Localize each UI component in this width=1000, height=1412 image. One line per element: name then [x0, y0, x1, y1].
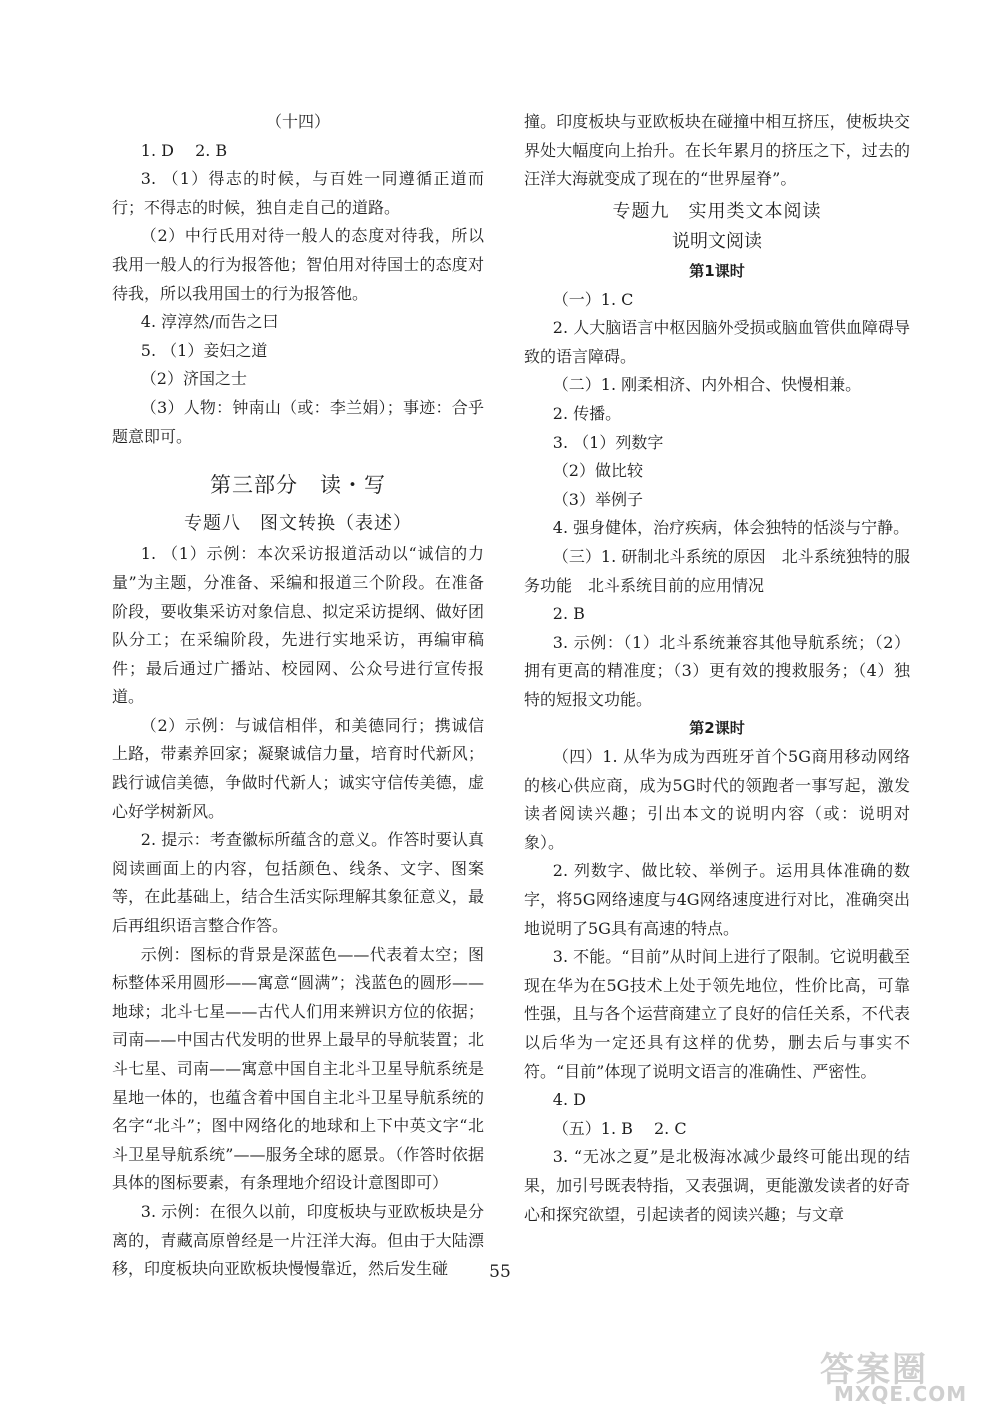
- lesson-heading: 第1课时: [689, 261, 745, 280]
- watermark-text: 答案圈: [820, 1350, 928, 1390]
- part-heading: 第三部分 读・写: [210, 473, 386, 498]
- answer-paragraph: 撞。印度板块与亚欧板块在碰撞中相互挤压，使板块交界处大幅度向上抬升。在长年累月的挤压之下，过去的汪洋大海就变成了现在的“世界屋脊”。: [524, 112, 910, 189]
- answer-line: （3）举例子: [552, 489, 643, 509]
- topic-heading: 专题九 实用类文本阅读: [612, 200, 822, 222]
- answer-paragraph: 3. “无冰之夏”是北极海冰减少最终可能出现的结果，加引号既表特指，又表强调，更能激发读者的好奇心和探究欲望，引起读者的阅读兴趣；与文章: [524, 1147, 910, 1224]
- subtopic-heading: 说明文阅读: [672, 231, 762, 253]
- answer-paragraph: （3）人物：钟南山（或：李兰娟）；事迹：合乎题意即可。: [112, 397, 484, 446]
- answer-line: （2）做比较: [552, 461, 643, 481]
- answer-line: 3. （1）列数字: [552, 432, 664, 452]
- answer-paragraph: 示例：图标的背景是深蓝色——代表着太空；图标整体采用圆形——寓意“圆满”；浅蓝色的圆形——地球；北斗七星——古代人们用来辨识方位的依据；司南——中国古代发明的世界上最早的导航装置；北斗七星、司南——寓意中国自主北斗卫星导航系统是星地一体的，也蕴含着中国自主北斗卫星导航系统的名字“北斗”；图中网络化的地球和上下中英文字“北斗卫星导航系统”——服务全球的愿景。（作答时依据具体的图标要素，有条理地介绍设计意图即可）: [112, 944, 484, 1193]
- answer-line: 1. D 2. B: [140, 140, 228, 160]
- answer-paragraph: 3. 示例：在很久以前，印度板块与亚欧板块是分离的，青藏高原曾经是一片汪洋大海。但由于大陆漂移，印度板块向亚欧板块慢慢靠近，然后发生碰: [112, 1201, 484, 1279]
- answer-line: 4. D: [552, 1090, 586, 1110]
- answer-paragraph: 3. 不能。“目前”从时间上进行了限制。它说明截至现在华为在5G技术上处于领先地位，性价比高，可靠性强，且与各个运营商建立了良好的信任关系，不代表以后华为一定还具有这样的优势，删去后与事实不符。“目前”体现了说明文语言的准确性、严密性。: [524, 947, 910, 1081]
- answer-paragraph: （2）示例：与诚信相伴，和美德同行；携诚信上路，带素养回家；凝聚诚信力量，培育时代新风；践行诚信美德，争做时代新人；诚实守信传美德，虚心好学树新风。: [112, 715, 484, 821]
- answer-paragraph: 2. 提示：考查徽标所蕴含的意义。作答时要认真阅读画面上的内容，包括颜色、线条、文字、图案等，在此基础上，结合生活实际理解其象征意义，最后再组织语言整合作答。: [112, 830, 484, 936]
- lesson-heading: 第2课时: [689, 719, 745, 738]
- watermark-logo: [820, 1342, 990, 1408]
- answer-paragraph: 2. 人大脑语言中枢因脑外受损或脑血管供血障碍导致的语言障碍。: [524, 318, 910, 366]
- answer-paragraph: （2）中行氏用对待一般人的态度对待我，所以我用一般人的行为报答他；智伯用对待国士的态度对待我，所以我用国士的行为报答他。: [112, 226, 484, 303]
- answer-line: 2. 传播。: [552, 403, 622, 423]
- topic-heading: 专题八 图文转换（表述）: [184, 512, 412, 534]
- page-number: 55: [489, 1262, 511, 1282]
- answer-line: （二）1. 刚柔相济、内外相合、快慢相兼。: [552, 375, 862, 395]
- answer-paragraph: 3. （1）得志的时候，与百姓一同遵循正道而行；不得志的时候，独自走自己的道路。: [112, 169, 484, 217]
- answer-line: （一）1. C: [552, 289, 634, 309]
- left-column: [112, 108, 484, 1284]
- answer-paragraph: 3. 示例：（1）北斗系统兼容其他导航系统；（2）拥有更高的精准度；（3）更有效的搜救服务；（4）独特的短报文功能。: [524, 632, 910, 709]
- answer-paragraph: 1. （1）示例：本次采访报道活动以“诚信的力量”为主题，分准备、采编和报道三个阶段。在准备阶段，要收集采访对象信息、拟定采访提纲、做好团队分工；在采编阶段，先进行实地采访，再编审稿件；最后通过广播站、校园网、公众号进行宣传报道。: [112, 544, 484, 707]
- right-column: [524, 108, 910, 1229]
- answer-line: 2. B: [552, 604, 585, 624]
- answer-line: （五）1. B 2. C: [552, 1118, 687, 1138]
- answer-paragraph: （四）1. 从华为成为西班牙首个5G商用移动网络的核心供应商，成为5G时代的领跑者一事写起，激发读者阅读兴趣；引出本文的说明内容（或：说明对象）。: [524, 747, 910, 852]
- answer-paragraph: 4. 强身健体，治疗疾病，体会独特的恬淡与宁静。: [552, 518, 910, 538]
- answer-paragraph: 2. 列数字、做比较、举例子。运用具体准确的数字，将5G网络速度与4G网络速度进行对比，准确突出地说明了5G具有高速的特点。: [524, 861, 910, 938]
- section-label: （十四）: [265, 112, 330, 131]
- answer-line: （2）济国之士: [140, 369, 247, 389]
- answer-line: 5. （1）妾妇之道: [140, 340, 268, 360]
- watermark-url: MXQE.COM: [834, 1382, 968, 1406]
- answer-line: 4. 淳淳然/而告之曰: [140, 312, 279, 332]
- answer-paragraph: （三）1. 研制北斗系统的原因 北斗系统独特的服务功能 北斗系统目前的应用情况: [524, 546, 910, 595]
